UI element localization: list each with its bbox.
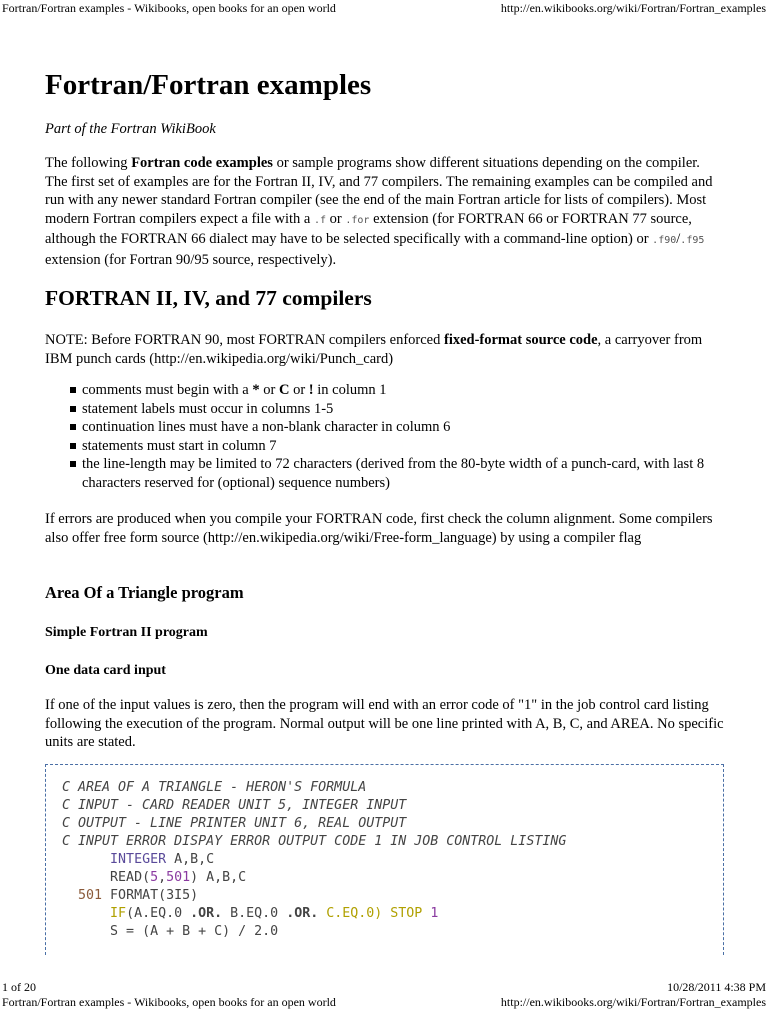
subheading-data-card: One data card input xyxy=(45,663,166,678)
code-number: 1 xyxy=(430,906,439,921)
bullet-icon xyxy=(70,387,76,393)
rule-text-2: statement labels must occur in columns 1-5 xyxy=(82,400,334,417)
list-item xyxy=(45,400,725,419)
intro-code-f: .f xyxy=(313,214,327,226)
code-text: A,B,C xyxy=(166,852,215,867)
code-text: B.EQ.0 xyxy=(222,906,287,921)
note-text-2: , a carryover from IBM punch cards (http://en.wikipedia.org/wiki/Punch_card) xyxy=(45,332,703,367)
list-item xyxy=(45,455,725,492)
intro-text-1: The following xyxy=(45,155,132,171)
rule-text-5: the line-length may be limited to 72 characters (derived from the 80-byte width of a punch-card, with last 8 characters reserved for (optional) sequence numbers) xyxy=(82,456,705,491)
list-item xyxy=(45,437,725,456)
code-block xyxy=(45,764,724,955)
code-number: 501 xyxy=(166,870,191,885)
code-line: C INPUT ERROR DISPAY ERROR OUTPUT CODE 1 IN JOB CONTROL LISTING xyxy=(62,834,567,849)
bullet-icon xyxy=(70,406,76,412)
note-bold: fixed-format source code xyxy=(443,332,598,348)
rule-text-1c: or xyxy=(289,382,309,398)
code-operator: .OR. xyxy=(286,906,319,921)
intro-code-for: .for xyxy=(345,214,370,226)
bullet-icon xyxy=(70,443,76,449)
errors-paragraph: If errors are produced when you compile your FORTRAN code, first check the column alignment. Some compilers also offer free form source (http://en.wikipedia.org/wiki/Free-form_language) by using a compiler flag xyxy=(45,511,713,546)
page-subtitle[interactable]: Part of the Fortran WikiBook xyxy=(45,121,216,137)
rule-symbol-c: C xyxy=(278,382,290,398)
list-item xyxy=(45,418,725,437)
code-line: C INPUT - CARD READER UNIT 5, INTEGER INPUT xyxy=(62,798,407,813)
code-number: 5 xyxy=(150,870,159,885)
triangle-description: If one of the input values is zero, then the program will end with an error code of "1" in the job control card listing following the execution of the program. Normal output will be one line printed with A, B, C, and AREA. No specific units are stated. xyxy=(45,697,724,750)
bullet-icon xyxy=(70,424,76,430)
rule-text-1b: or xyxy=(259,382,279,398)
code-text: READ( xyxy=(110,870,151,885)
code-indent xyxy=(62,870,110,885)
code-operator: .OR. xyxy=(190,906,223,921)
page-title: Fortran/Fortran examples xyxy=(45,69,372,101)
rule-text-1a: comments must begin with a xyxy=(82,382,253,398)
code-line: C AREA OF A TRIANGLE - HERON'S FORMULA xyxy=(62,780,367,795)
code-text: (A.EQ.0 xyxy=(126,906,191,921)
code-indent xyxy=(62,852,110,867)
rule-text-1d: in column 1 xyxy=(313,382,387,398)
intro-code-f95: .f95 xyxy=(680,235,705,246)
bullet-icon xyxy=(70,461,76,467)
rule-symbol-star: * xyxy=(252,382,260,398)
intro-text-2: or sample programs show different situations depending on the compiler. The first set of examples are for the Fortran II, IV, and 77 compilers. The remaining examples can be compiled and run with any newer standard Fortran compiler (see the end of the main Fortran article for lists of compilers). Most modern Fortran compilers expect a file with a xyxy=(45,155,713,227)
rule-text-3: continuation lines must have a non-blank character in column 6 xyxy=(82,419,451,435)
rule-text-4: statements must start in column 7 xyxy=(82,437,277,454)
print-header-url[interactable]: http://en.wikibooks.org/wiki/Fortran/Fortran_examples xyxy=(500,1,766,15)
note-paragraph xyxy=(45,331,725,368)
code-text: S = (A + B + C) / 2.0 xyxy=(110,924,279,939)
intro-text-5: / xyxy=(676,231,681,247)
code-indent xyxy=(62,888,78,903)
code-text: ) A,B,C xyxy=(190,870,247,885)
list-item xyxy=(45,381,725,400)
intro-code-f90: .f90 xyxy=(652,235,677,246)
intro-text-4: extension (for FORTRAN 66 or FORTRAN 77 source, although the FORTRAN 66 dialect may have to be selected specifically with a command-line option) or xyxy=(45,210,692,247)
print-footer-url[interactable]: http://en.wikibooks.org/wiki/Fortran/Fortran_examples xyxy=(500,995,766,1009)
code-indent xyxy=(62,906,110,921)
code-text: , xyxy=(158,870,167,885)
note-text-1: NOTE: Before FORTRAN 90, most FORTRAN compilers enforced xyxy=(45,332,444,348)
print-footer-datetime: 10/28/2011 4:38 PM xyxy=(667,980,766,994)
section-heading-compilers: FORTRAN II, IV, and 77 compilers xyxy=(45,286,372,310)
fixed-format-rules-list xyxy=(45,381,725,492)
print-footer-page: 1 of 20 xyxy=(2,980,36,994)
print-footer-title: Fortran/Fortran examples - Wikibooks, open books for an open world xyxy=(2,995,336,1009)
section-heading-triangle: Area Of a Triangle program xyxy=(45,583,244,602)
subheading-fortran-ii: Simple Fortran II program xyxy=(45,625,208,640)
code-keyword: INTEGER xyxy=(110,852,167,867)
intro-paragraph xyxy=(45,154,725,269)
intro-text-6: extension (for Fortran 90/95 source, respectively). xyxy=(45,251,337,268)
code-text: FORMAT(3I5) xyxy=(102,888,199,903)
intro-text-3: or xyxy=(326,210,346,227)
code-keyword: STOP xyxy=(390,906,423,921)
code-text: C.EQ.0) xyxy=(318,906,391,921)
print-header-title: Fortran/Fortran examples - Wikibooks, open books for an open world xyxy=(2,1,336,15)
code-keyword: IF xyxy=(110,906,127,921)
code-indent xyxy=(62,924,110,939)
intro-bold-link[interactable]: Fortran code examples xyxy=(131,155,273,171)
code-line: C OUTPUT - LINE PRINTER UNIT 6, REAL OUTPUT xyxy=(62,816,407,831)
rule-symbol-bang: ! xyxy=(308,382,314,398)
code-listing xyxy=(46,765,723,941)
code-label: 501 xyxy=(78,888,103,903)
